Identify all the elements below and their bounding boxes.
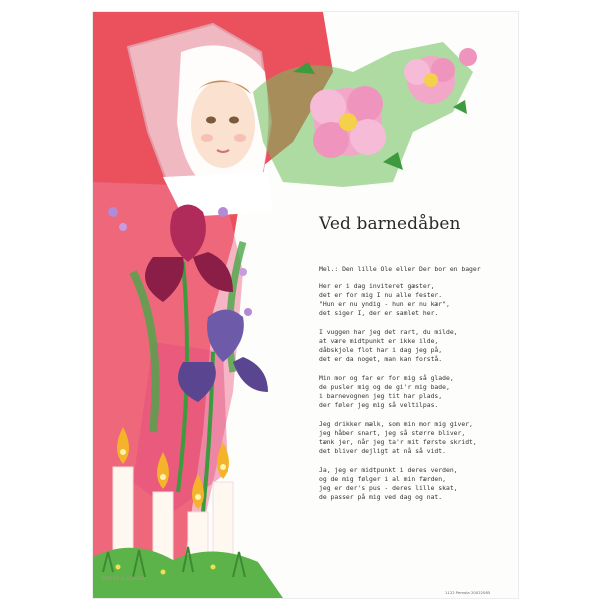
verse [319, 328, 509, 364]
verse-line: jeg håber snart, jeg så større bliver, [319, 429, 466, 437]
verse-line: tænk jer, når jeg ta'r mit første skridt, [319, 438, 477, 447]
melody-line: Mel.: Den lille Ole eller Der bor en bager [319, 265, 481, 273]
verse-line: de pusler mig og de gi'r mig bade, [319, 383, 450, 392]
grass-icon [93, 547, 283, 598]
artist-signature: JENSEN & BIRGER [101, 576, 146, 581]
verse-line: der føler jeg mig så veltilpas. [319, 401, 439, 410]
verse-line: Min mor og far er for mig så glade, [319, 373, 454, 382]
verse-line: Jeg drikker mælk, som min mor mig giver, [319, 419, 473, 428]
right-eye [229, 117, 239, 124]
left-eye [206, 117, 216, 124]
verse [319, 466, 509, 502]
verse-line: de passer på mig ved dag og nat. [319, 493, 443, 502]
verse-line: det siger I, der er samlet her. [319, 309, 439, 318]
poem-card [93, 12, 518, 598]
verse-line: i barnevognen jeg tit har plads, [319, 392, 443, 401]
verse-line: og de mig følger i al min færden, [319, 474, 446, 483]
verse-line: det er for mig I nu alle fester. [319, 291, 443, 300]
verse [319, 282, 509, 318]
right-cheek [234, 134, 246, 142]
verse-line: "Hun er nu yndig - hun er nu kær", [319, 300, 450, 309]
product-code: 1122 Pemola 20022085 [445, 590, 491, 595]
verse-line: Ja, jeg er midtpunkt i deres verden, [319, 465, 458, 474]
poem-title: Ved barnedåben [319, 214, 461, 234]
verse [319, 374, 509, 410]
face [191, 80, 255, 168]
verse-line: dåbskjole flot har i dag jeg på, [319, 346, 443, 355]
verse [319, 420, 509, 456]
verse-line: det er da noget, man kan forstå. [319, 355, 443, 364]
verse-line: det bliver dejligt at nå så vidt. [319, 447, 446, 456]
left-cheek [201, 134, 213, 142]
verse-line: I vuggen har jeg det rart, du milde, [319, 327, 458, 336]
verse-line: at være midtpunkt er ikke ilde, [319, 337, 439, 346]
verse-line: Her er i dag inviteret gæster, [319, 282, 435, 290]
verse-line: jeg er der's pus - deres lille skat, [319, 484, 458, 493]
poem-verses [319, 282, 509, 512]
